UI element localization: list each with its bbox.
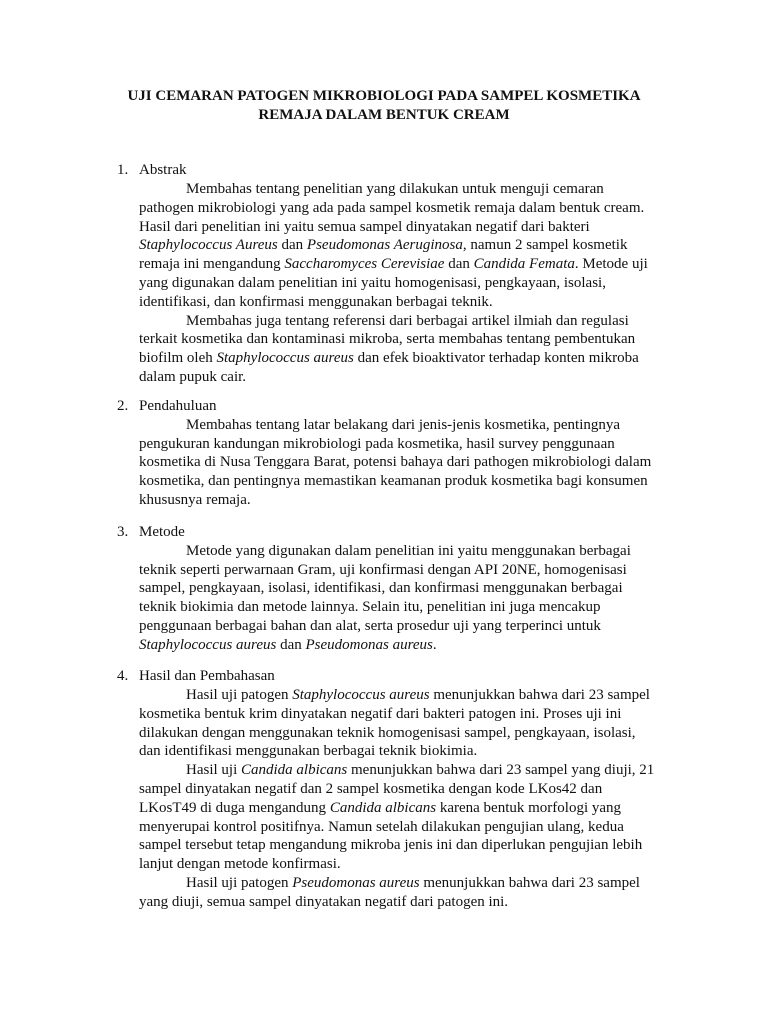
section-title: Hasil dan Pembahasan: [139, 668, 275, 684]
section-heading-abstrak: [117, 161, 187, 180]
paragraph-line: menyerupai kontrol positifnya. Namun setelah dilakukan pengujian ulang, kedua: [139, 818, 624, 835]
section-heading-hasil: [117, 667, 275, 686]
paragraph-line: Staphylococcus Aureus dan Pseudomonas Aeruginosa, namun 2 sampel kosmetik: [139, 237, 628, 254]
section-title: Metode: [139, 524, 185, 540]
paragraph-line: yang diuji, semua sampel dinyatakan negatif dari patogen ini.: [139, 893, 509, 910]
paragraph-line: identifikasi, dan konfirmasi menggunakan berbagai teknik.: [139, 293, 493, 310]
paragraph-line: Hasil uji Candida albicans menunjukkan bahwa dari 23 sampel yang diuji, 21: [186, 762, 655, 779]
paragraph-line: biofilm oleh Staphylococcus aureus dan efek bioaktivator terhadap konten mikroba: [139, 350, 639, 367]
paragraph-line: LKosT49 di duga mengandung Candida albicans karena bentuk morfologi yang: [139, 799, 622, 816]
paragraph-line: pathogen mikrobiologi yang ada pada sampel kosmetik remaja dalam bentuk cream.: [139, 199, 645, 216]
paragraph-line: Hasil uji patogen Pseudomonas aureus menunjukkan bahwa dari 23 sampel: [186, 875, 640, 891]
paragraph-line: Membahas tentang penelitian yang dilakukan untuk menguji cemaran: [186, 181, 604, 197]
paragraph-line: penggunaan berbagai bahan dan alat, serta prosedur uji yang terperinci untuk: [139, 618, 601, 634]
paragraph-line: dilakukan dengan menggunakan teknik homogenisasi sampel, pengkayaan, isolasi,: [139, 724, 636, 741]
paragraph-line: Membahas juga tentang referensi dari berbagai artikel ilmiah dan regulasi: [186, 312, 629, 329]
paragraph-line: Metode yang digunakan dalam penelitian ini yaitu menggunakan berbagai: [186, 542, 631, 559]
title-line-1: UJI CEMARAN PATOGEN MIKROBIOLOGI PADA SAMPEL KOSMETIKA: [127, 88, 641, 104]
document-title: [0, 87, 768, 125]
paragraph-line: kosmetika bentuk krim dinyatakan negatif dari bakteri patogen ini. Proses uji ini: [139, 705, 622, 722]
paragraph-line: terkait kosmetika dan kontaminasi mikroba, serta membahas tentang pembentukan: [139, 331, 636, 348]
paragraph-line: dalam pupuk cair.: [139, 369, 247, 385]
paragraph-line: yang digunakan dalam penelitian ini yaitu homogenisasi, pengkayaan, isolasi,: [139, 275, 606, 291]
section-title: Abstrak: [139, 162, 187, 178]
title-line-2: REMAJA DALAM BENTUK CREAM: [258, 107, 510, 123]
paragraph-line: sampel, pengkayaan, isolasi, identifikasi, dan konfirmasi menggunakan berbagai: [139, 580, 623, 597]
paragraph-line: teknik seperti perwarnaan Gram, uji konfirmasi dengan API 20NE, homogenisasi: [139, 561, 627, 578]
paragraph-line: khususnya remaja.: [139, 492, 251, 508]
section-number: 1.: [117, 162, 129, 178]
paragraph-line: kosmetika, dan pentingnya memastikan keamanan produk kosmetika bagi konsumen: [139, 473, 648, 490]
paragraph-line: Hasil dari penelitian ini yaitu semua sampel dinyatakan negatif dari bakteri: [139, 218, 590, 235]
section-heading-metode: [117, 523, 185, 542]
paragraph-line: lanjut dengan metode konfirmasi.: [139, 856, 341, 873]
paragraph-line: sampel tersebut tetap mengandung mikroba jenis ini dan diperlukan pengujian lebih: [139, 837, 643, 854]
section-heading-pendahuluan: [117, 397, 216, 416]
section-number: 3.: [117, 524, 129, 540]
paragraph-line: teknik biokimia dan metode lainnya. Selain itu, penelitian ini juga mencakup: [139, 599, 601, 616]
section-number: 4.: [117, 668, 129, 684]
paragraph-line: pengukuran kandungan mikrobiologi pada kosmetika, hasil survey penggunaan: [139, 435, 615, 452]
section-title: Pendahuluan: [139, 398, 217, 414]
paragraph-line: Staphylococcus aureus dan Pseudomonas aureus.: [139, 636, 437, 653]
section-number: 2.: [117, 398, 129, 414]
paragraph-line: Hasil uji patogen Staphylococcus aureus menunjukkan bahwa dari 23 sampel: [186, 687, 650, 703]
paragraph-line: Membahas tentang latar belakang dari jenis-jenis kosmetika, pentingnya: [186, 416, 621, 433]
paragraph-line: kosmetika di Nusa Tenggara Barat, potensi bahaya dari pathogen mikrobiologi dalam: [139, 454, 652, 471]
paragraph-line: sampel dinyatakan negatif dan 2 sampel kosmetika dengan kode LKos42 dan: [139, 781, 603, 797]
paragraph-line: remaja ini mengandung Saccharomyces Cerevisiae dan Candida Femata. Metode uji: [139, 256, 648, 273]
paragraph-line: dan identifikasi menggunakan berbagai teknik biokimia.: [139, 743, 478, 760]
